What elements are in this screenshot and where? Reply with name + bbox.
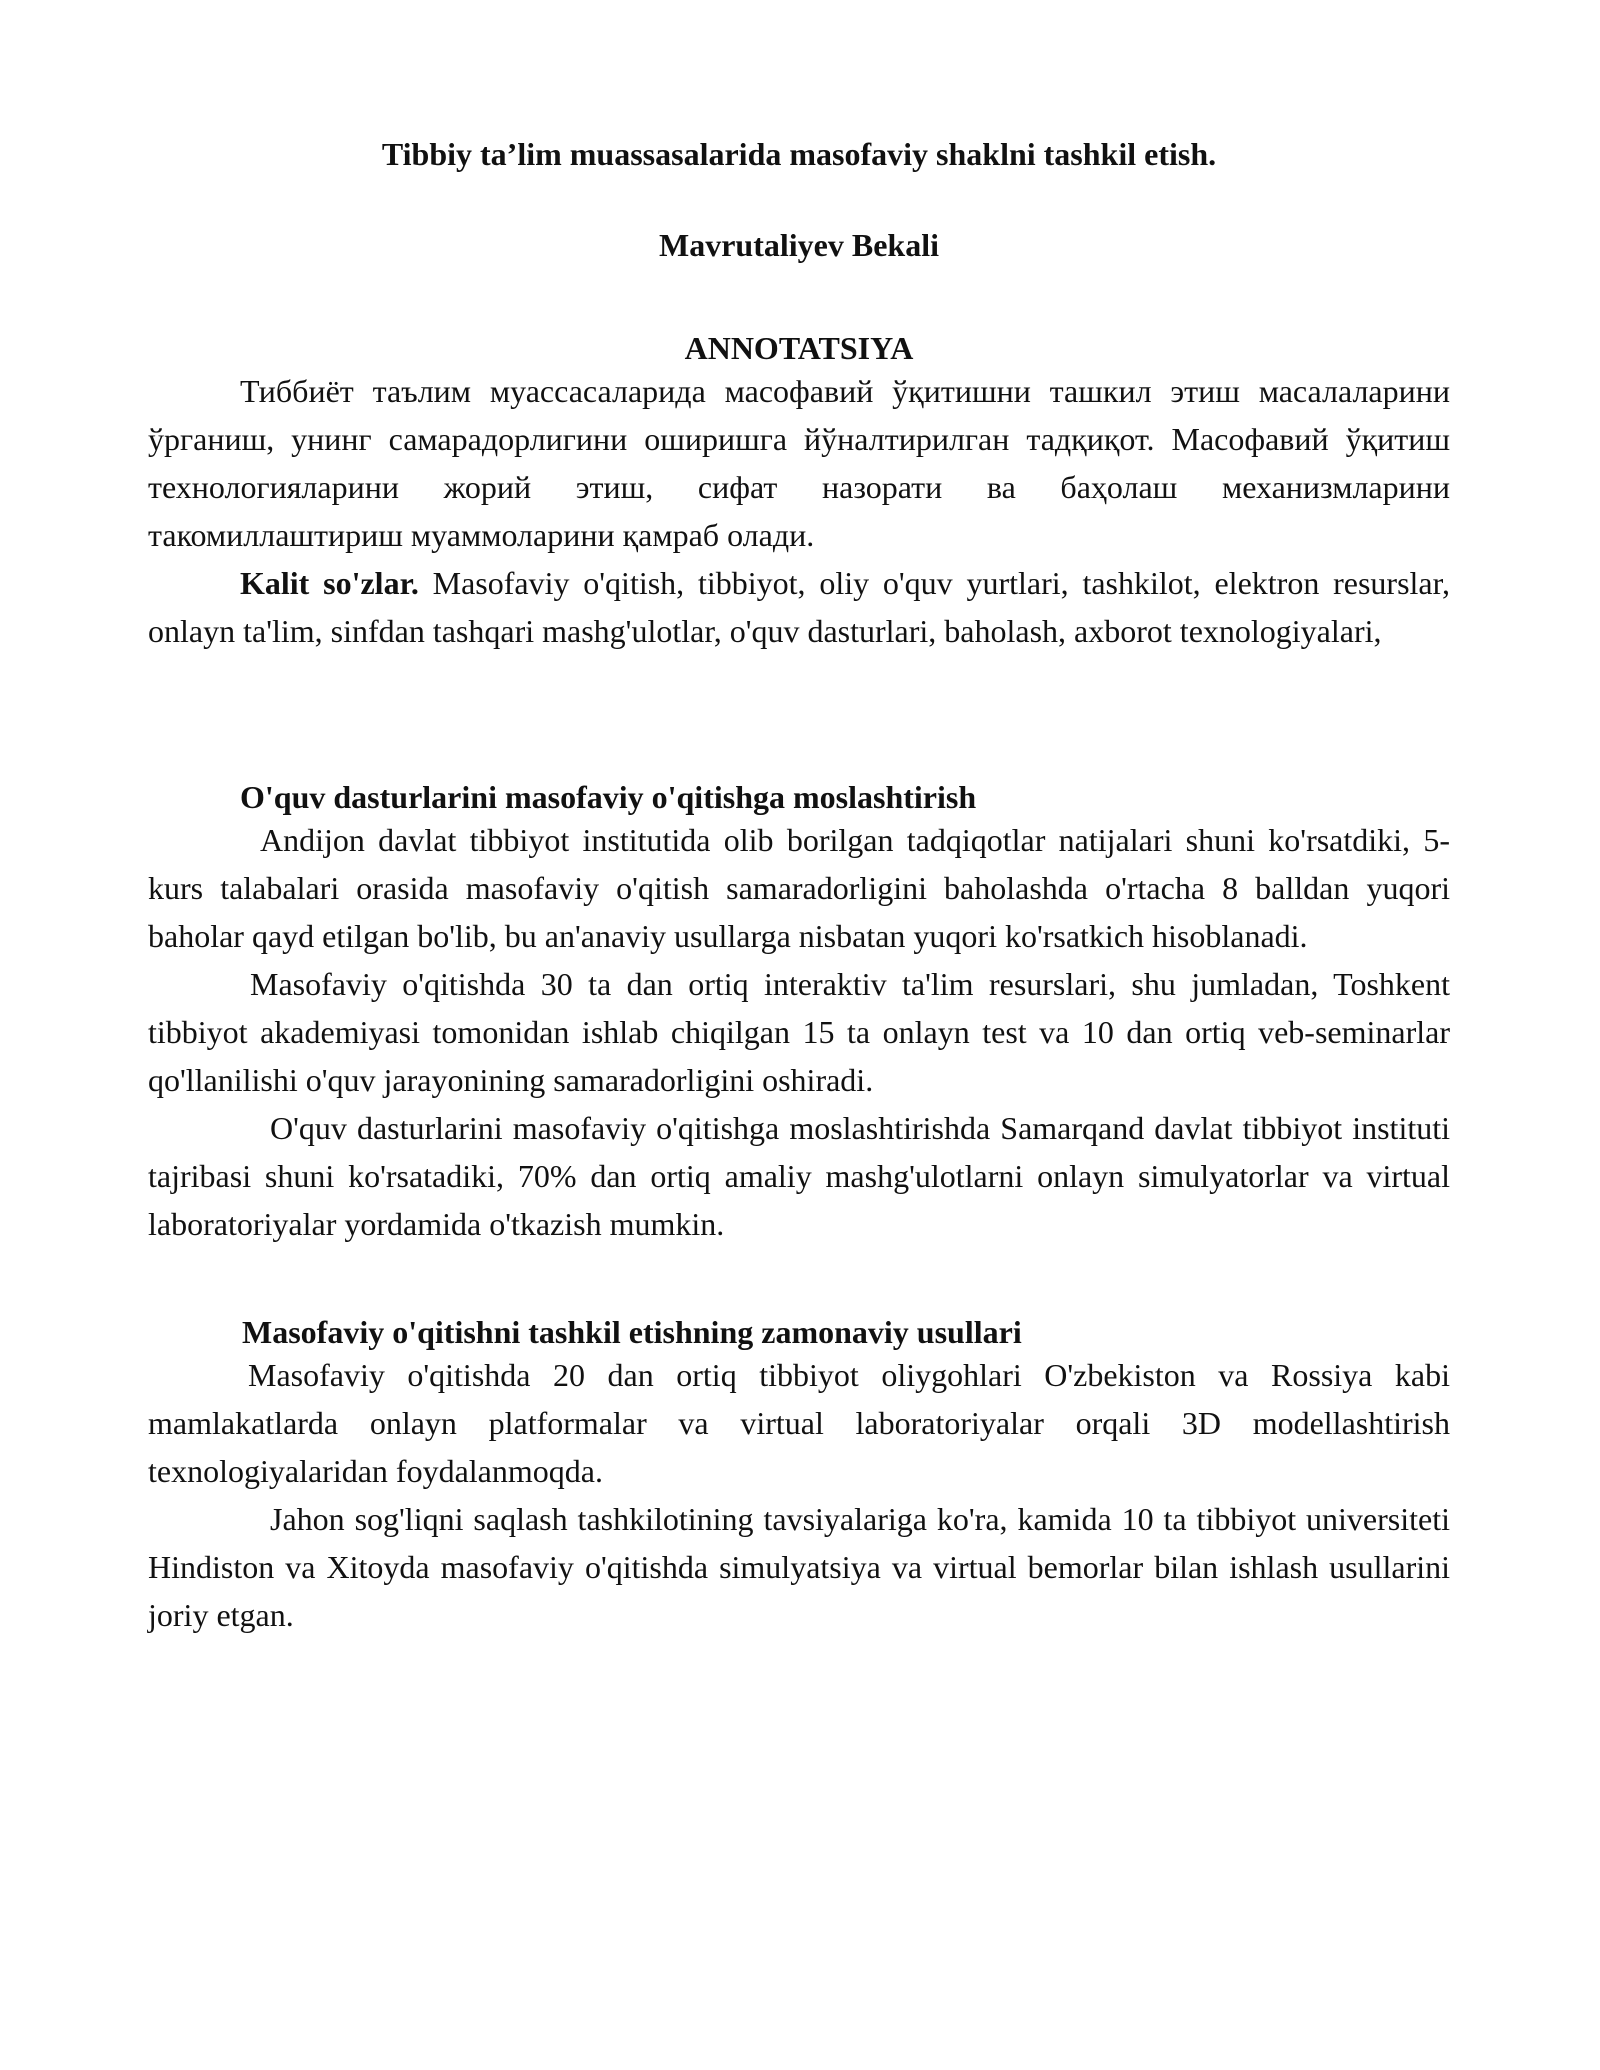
section1-paragraph-2: Masofaviy o'qitishda 30 ta dan ortiq interaktiv ta'lim resurslari, shu jumladan, Toshkent tibbiyot akademiyasi tomonidan ishlab chiqilgan 15 ta onlayn test va 10 dan ortiq veb-seminarlar qo'llanilishi o'quv jarayonining samaradorligini oshiradi. — [148, 966, 1450, 1098]
annotation-heading: ANNOTATSIYA — [684, 330, 914, 366]
section1-paragraph-1: Andijon davlat tibbiyot institutida olib borilgan tadqiqotlar natijalari shuni ko'rsatdiki, 5-kurs talabalari orasida masofaviy o'qitish samaradorligini baholashda o'rtacha 8 balldan yuqori baholar qayd etilgan bo'lib, bu an'anaviy usullarga nisbatan yuqori ko'rsatkich hisoblanadi. — [148, 822, 1450, 954]
document-title: Tibbiy ta’lim muassasalarida masofaviy shaklni tashkil etish. — [381, 136, 1217, 172]
section2-paragraph-2: Jahon sog'liqni saqlash tashkilotining tavsiyalariga ko'ra, kamida 10 ta tibbiyot universiteti Hindiston va Xitoyda masofaviy o'qitishda simulyatsiya va virtual bemorlar bilan ishlash usullarini joriy etgan. — [148, 1501, 1450, 1633]
author-name: Mavrutaliyev Bekali — [659, 227, 939, 263]
keywords-text: Masofaviy o'qitish, tibbiyot, oliy o'quv yurtlari, tashkilot, elektron resurslar, onlayn ta'lim, sinfdan tashqari mashg'ulotlar, o'quv dasturlari, baholash, axborot texnologiyalari, — [148, 565, 1450, 649]
section-heading-curriculum: O'quv dasturlarini masofaviy o'qitishga moslashtirish — [240, 779, 977, 815]
section2-paragraph-1: Masofaviy o'qitishda 20 dan ortiq tibbiyot oliygohlari O'zbekiston va Rossiya kabi mamlakatlarda onlayn platformalar va virtual laboratoriyalar orqali 3D modellashtirish texnologiyalaridan foydalanmoqda. — [148, 1357, 1450, 1489]
keywords-label: Kalit so'zlar. — [240, 565, 419, 601]
annotation-paragraph: Тиббиёт таълим муассасаларида масофавий ўқитишни ташкил этиш масалаларини ўрганиш, унинг самарадорлигини оширишга йўналтирилган тадқиқот. Масофавий ўқитиш технологияларини жорий этиш, сифат назорати ва баҳолаш механизмларини такомиллаштириш муаммоларини қамраб олади. — [148, 373, 1450, 553]
section1-paragraph-3: O'quv dasturlarini masofaviy o'qitishga moslashtirishda Samarqand davlat tibbiyot instituti tajribasi shuni ko'rsatadiki, 70% dan ortiq amaliy mashg'ulotlarni onlayn simulyatorlar va virtual laboratoriyalar yordamida o'tkazish mumkin. — [148, 1110, 1450, 1242]
keywords-paragraph — [148, 559, 1450, 655]
section-heading-modern-methods: Masofaviy o'qitishni tashkil etishning zamonaviy usullari — [242, 1314, 1022, 1350]
